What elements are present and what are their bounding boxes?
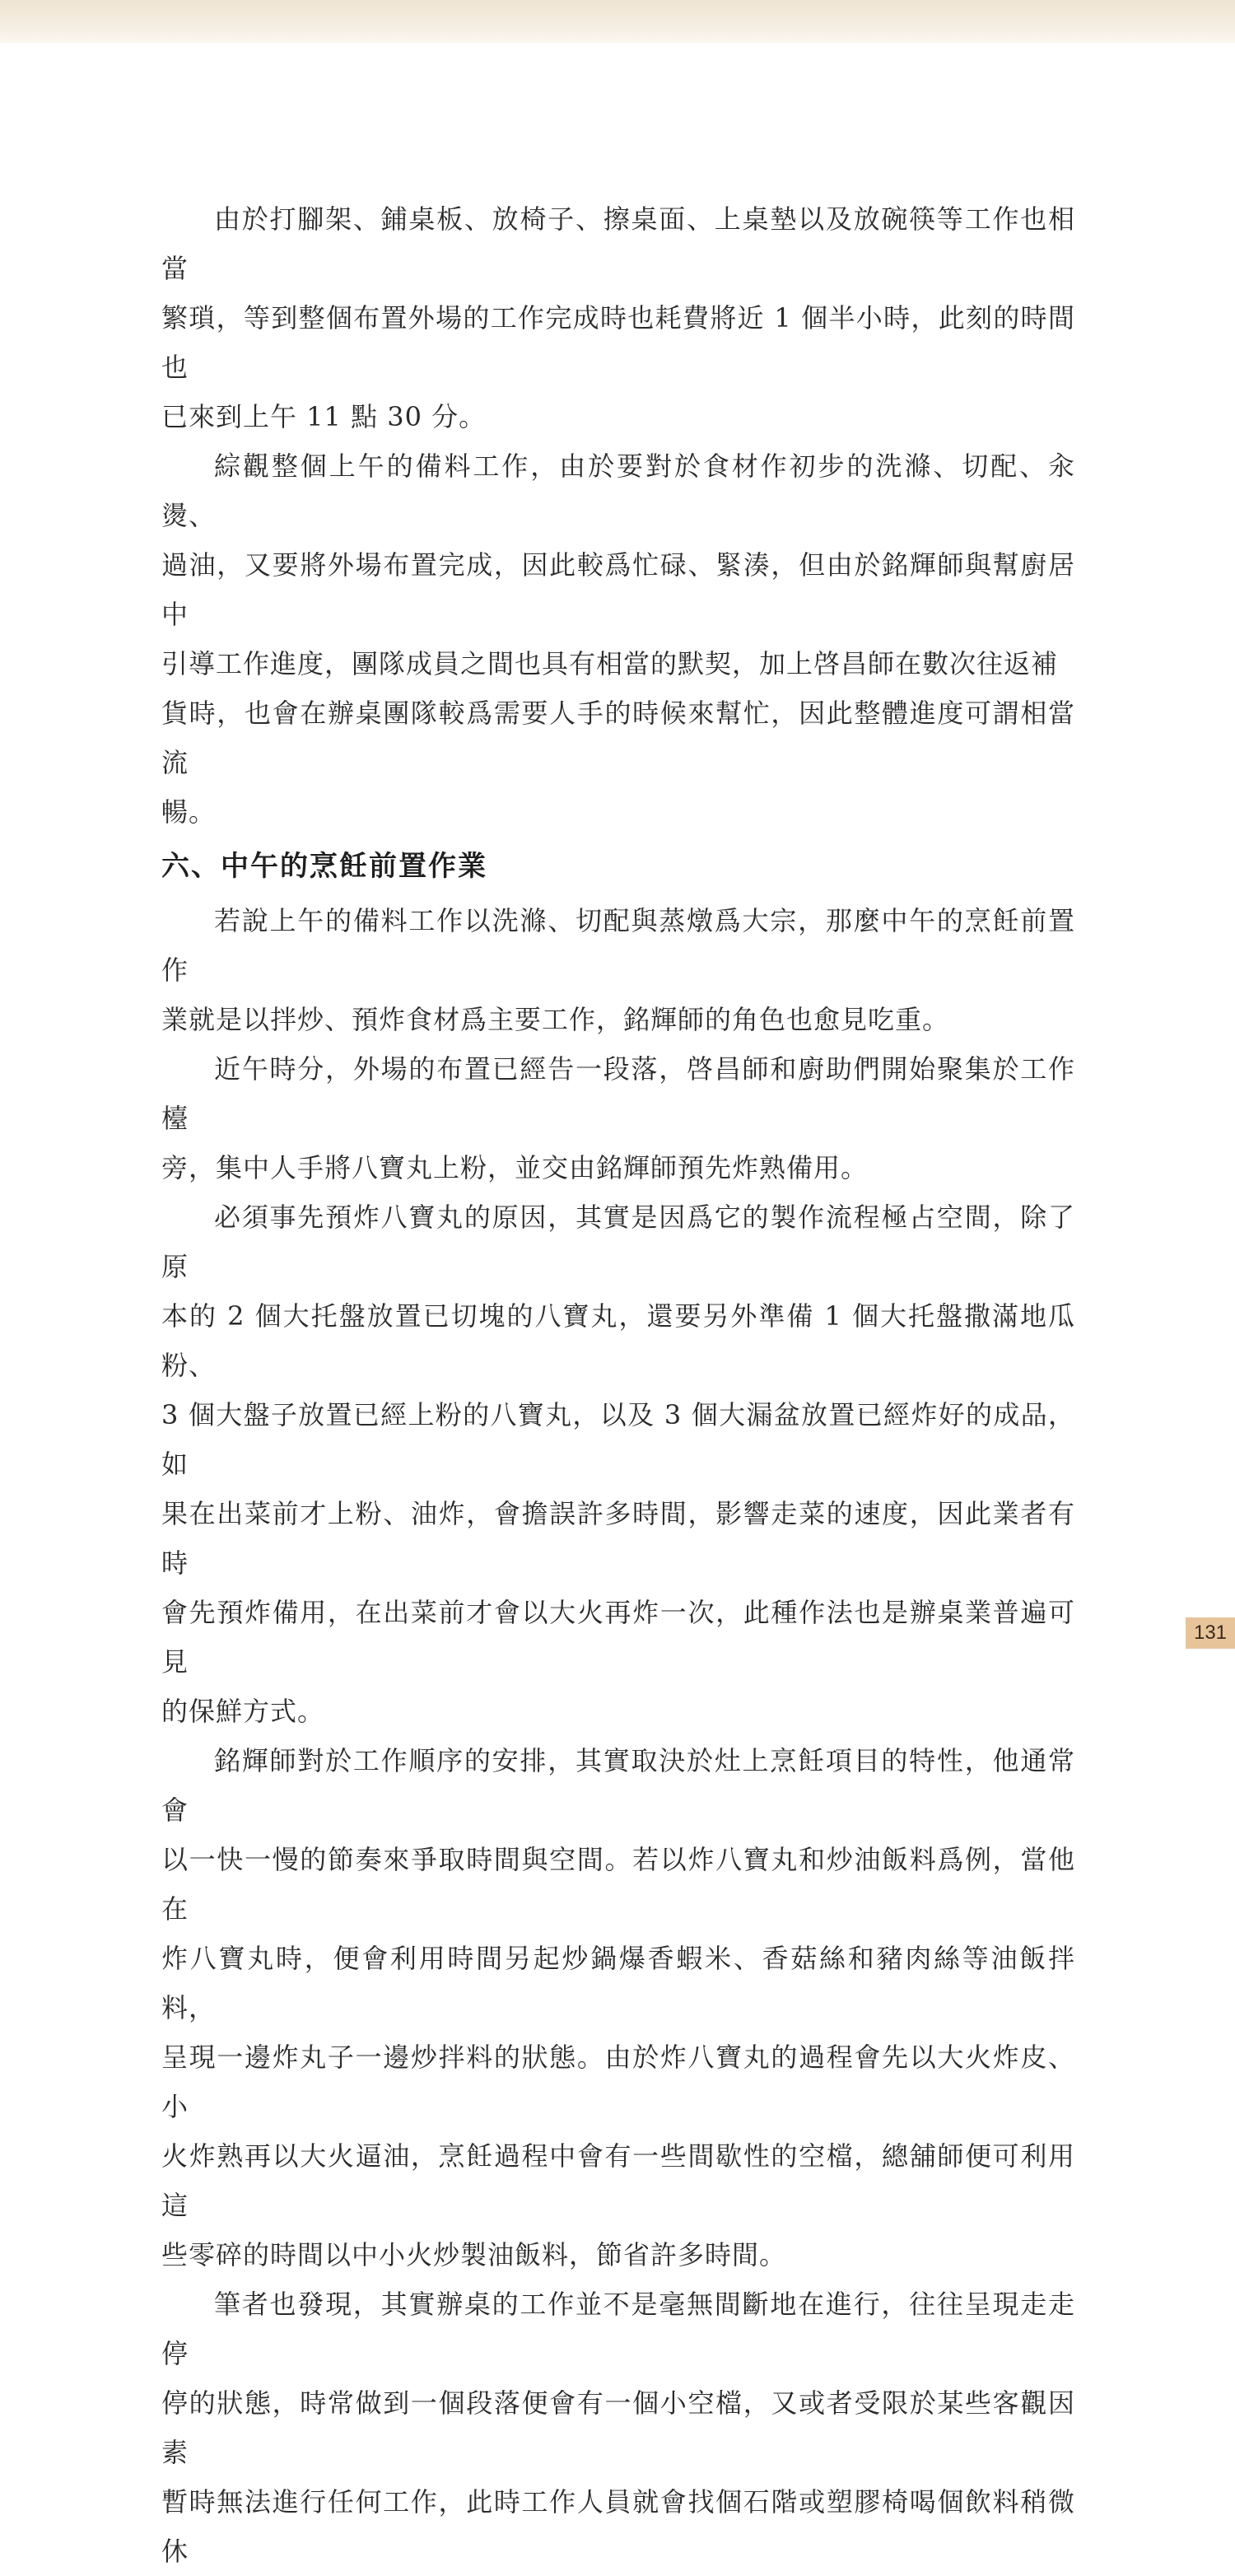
paragraph-work-order: 銘輝師對於工作順序的安排，其實取決於灶上烹飪項目的特性，他通常會 以一快一慢的節奏來爭取時間與空間。若以炸八寶丸和炒油飯料爲例，當他在 炸八寶丸時，便會利用時間另起炒鍋爆香蝦米、香菇絲和豬肉絲等油飯拌料， 呈現一邊炸丸子一邊炒拌料的狀態。由於炸八寶丸的過程會先以大火炸皮、小 火炸熟再以大火逼油，烹飪過程中會有一些間歇性的空檔，總舖師便可利用這 些零碎的時間以中小火炒製油飯料，節省許多時間。 (161, 1745, 1075, 2270)
paragraph-morning-summary: 綜觀整個上午的備料工作，由於要對於食材作初步的洗滌、切配、汆燙、 過油，又要將外場布置完成，因此較爲忙碌、緊湊，但由於銘輝師與幫廚居中 引導工作進度，團隊成員之間也具有相當的默契，加上啓昌師在數次往返補 貨時，也會在辦桌團隊較爲需要人手的時候來幫忙，因此整體進度可謂相當流 暢。 (161, 450, 1075, 828)
paragraph-prefry-reason: 必須事先預炸八寶丸的原因，其實是因爲它的製作流程極占空間，除了原 本的 2 個大托盤放置已切塊的八寶丸，還要另外準備 1 個大托盤撒滿地瓜粉、 3 個大盤子放置已經上粉的八寶丸，以及 3 個大漏盆放置已經炸好的成品，如 果在出菜前才上粉、油炸，會擔誤許多時間，影響走菜的速度，因此業者有時 會先預炸備用，在出菜前才會以大火再炸一次，此種作法也是辦桌業普遍可見 的保鮮方式。 (161, 1202, 1075, 1727)
paragraph-coating-balls: 近午時分，外場的布置已經告一段落，啓昌師和廚助們開始聚集於工作檯 旁，集中人手將八寶丸上粉，並交由銘輝師預先炸熟備用。 (161, 1053, 1075, 1183)
section-heading: 六、中午的烹飪前置作業 (161, 850, 487, 883)
paragraph-work-rhythm: 筆者也發現，其實辦桌的工作並不是毫無間斷地在進行，往往呈現走走停 停的狀態，時常做到一個段落便會有一個小空檔，又或者受限於某些客觀因素 暫時無法進行任何工作，此時工作人員就會找個石階或塑膠椅喝個飲料稍微休 (161, 2289, 1075, 2567)
top-color-band (0, 0, 1235, 43)
paragraph-noon-intro: 若說上午的備料工作以洗滌、切配與蒸燉爲大宗，那麼中午的烹飪前置作 業就是以拌炒、預炸食材爲主要工作，銘輝師的角色也愈見吃重。 (161, 905, 1075, 1035)
page-number: 131 (1186, 1617, 1235, 1649)
paragraph-setup-complete: 由於打腳架、鋪桌板、放椅子、擦桌面、上桌墊以及放碗筷等工作也相當 繁瑣，等到整個布置外場的工作完成時也耗費將近 1 個半小時，此刻的時間也 已來到上午 11 點 30 分。 (161, 203, 1075, 432)
page-body (161, 194, 1075, 2576)
